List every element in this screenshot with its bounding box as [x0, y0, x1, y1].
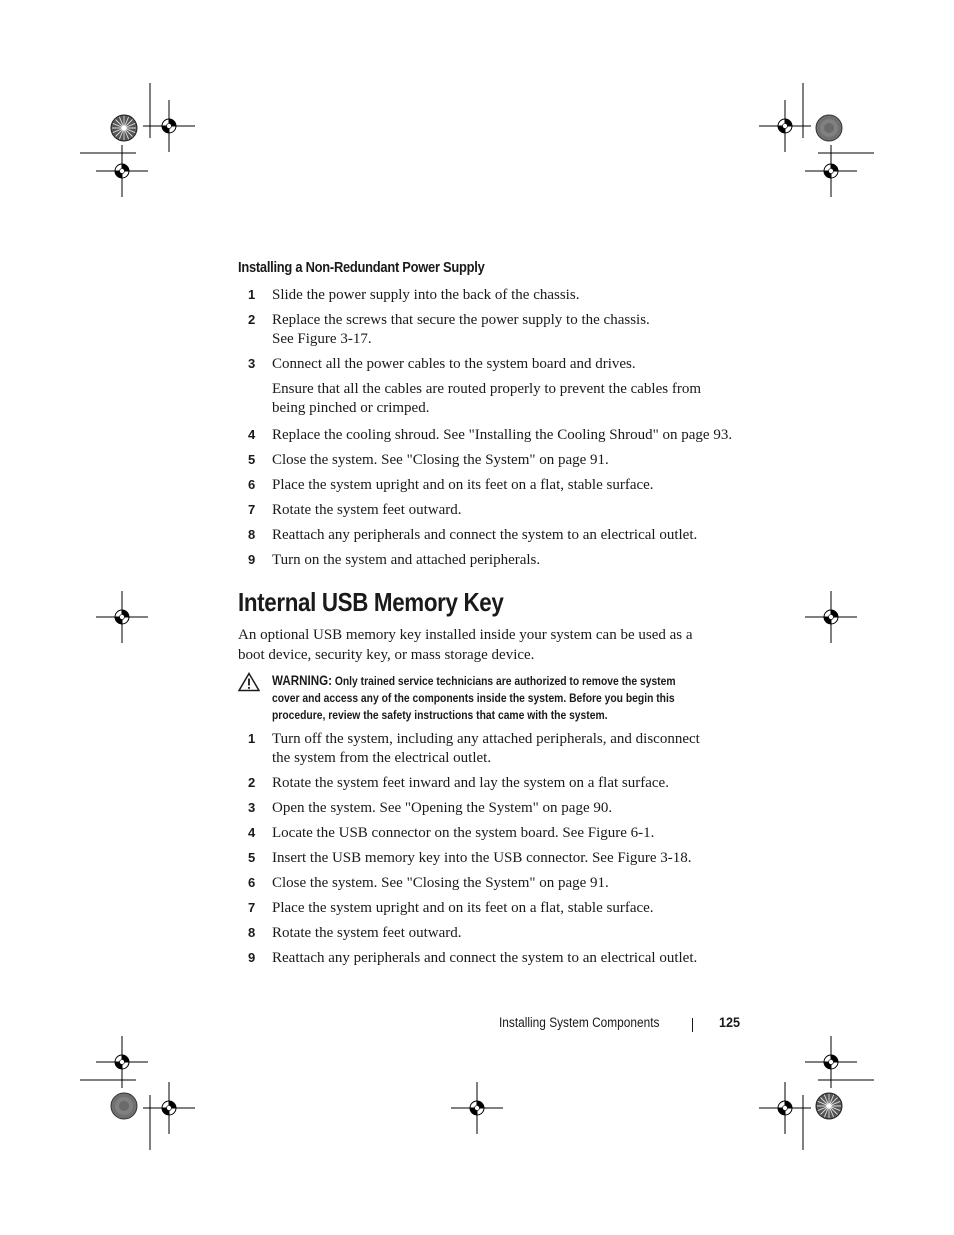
- section-heading-power-supply: Installing a Non-Redundant Power Supply: [238, 259, 485, 276]
- step-text: Replace the screws that secure the power supply to the chassis. See Figure 3-17.: [272, 312, 650, 347]
- step-number: 1: [248, 731, 256, 746]
- step-number: 8: [248, 925, 256, 940]
- step-number: 9: [248, 552, 256, 567]
- step-note: Ensure that all the cables are routed properly to prevent the cables from being pinched or crimped.: [272, 381, 701, 416]
- step-text: Turn off the system, including any attached peripherals, and disconnect the system from the electrical outlet.: [272, 731, 700, 766]
- footer-divider: [692, 1018, 693, 1032]
- step-text: Open the system. See "Opening the System" on page 90.: [272, 800, 613, 816]
- intro-paragraph: An optional USB memory key installed inside your system can be used as a boot device, security key, or mass storage device.: [238, 627, 693, 663]
- step-text: Rotate the system feet inward and lay the system on a flat surface.: [272, 775, 669, 791]
- step-number: 4: [248, 825, 256, 840]
- step-number: 5: [248, 850, 256, 865]
- step-number: 3: [248, 356, 256, 371]
- warning-label: WARNING:: [272, 673, 332, 688]
- step-number: 2: [248, 312, 256, 327]
- step-number: 7: [248, 900, 256, 915]
- step-text: Close the system. See "Closing the System" on page 91.: [272, 452, 609, 468]
- step-text: Turn on the system and attached peripherals.: [272, 552, 541, 568]
- page-number: 125: [719, 1014, 741, 1030]
- step-text: Rotate the system feet outward.: [272, 502, 462, 518]
- step-number: 9: [248, 950, 256, 965]
- warning-text: WARNING: Only trained service technicians are authorized to remove the system cover and access any of the components inside the system. Before you begin this procedure, review the safety instructions that came with the system.: [272, 673, 676, 722]
- footer-chapter-title: Installing System Components: [499, 1015, 660, 1030]
- step-number: 5: [248, 452, 256, 467]
- step-text: Place the system upright and on its feet on a flat, stable surface.: [272, 900, 654, 916]
- step-text: Slide the power supply into the back of the chassis.: [272, 287, 580, 303]
- warning-triangle-icon: [238, 672, 260, 692]
- step-number: 4: [248, 427, 256, 442]
- step-number: 6: [248, 477, 256, 492]
- step-text: Place the system upright and on its feet on a flat, stable surface.: [272, 477, 654, 493]
- step-text: Replace the cooling shroud. See "Installing the Cooling Shroud" on page 93.: [272, 427, 733, 443]
- step-text: Reattach any peripherals and connect the system to an electrical outlet.: [272, 527, 698, 543]
- step-number: 7: [248, 502, 256, 517]
- step-number: 6: [248, 875, 256, 890]
- step-text: Rotate the system feet outward.: [272, 925, 462, 941]
- step-number: 2: [248, 775, 256, 790]
- step-number: 8: [248, 527, 256, 542]
- step-text: Connect all the power cables to the system board and drives.: [272, 356, 636, 372]
- step-number: 1: [248, 287, 256, 302]
- step-number: 3: [248, 800, 256, 815]
- step-text: Close the system. See "Closing the System" on page 91.: [272, 875, 609, 891]
- section-heading-usb-memory-key: Internal USB Memory Key: [238, 587, 504, 617]
- step-text: Reattach any peripherals and connect the system to an electrical outlet.: [272, 950, 698, 966]
- step-text: Insert the USB memory key into the USB connector. See Figure 3-18.: [272, 850, 692, 866]
- step-text: Locate the USB connector on the system board. See Figure 6-1.: [272, 825, 655, 841]
